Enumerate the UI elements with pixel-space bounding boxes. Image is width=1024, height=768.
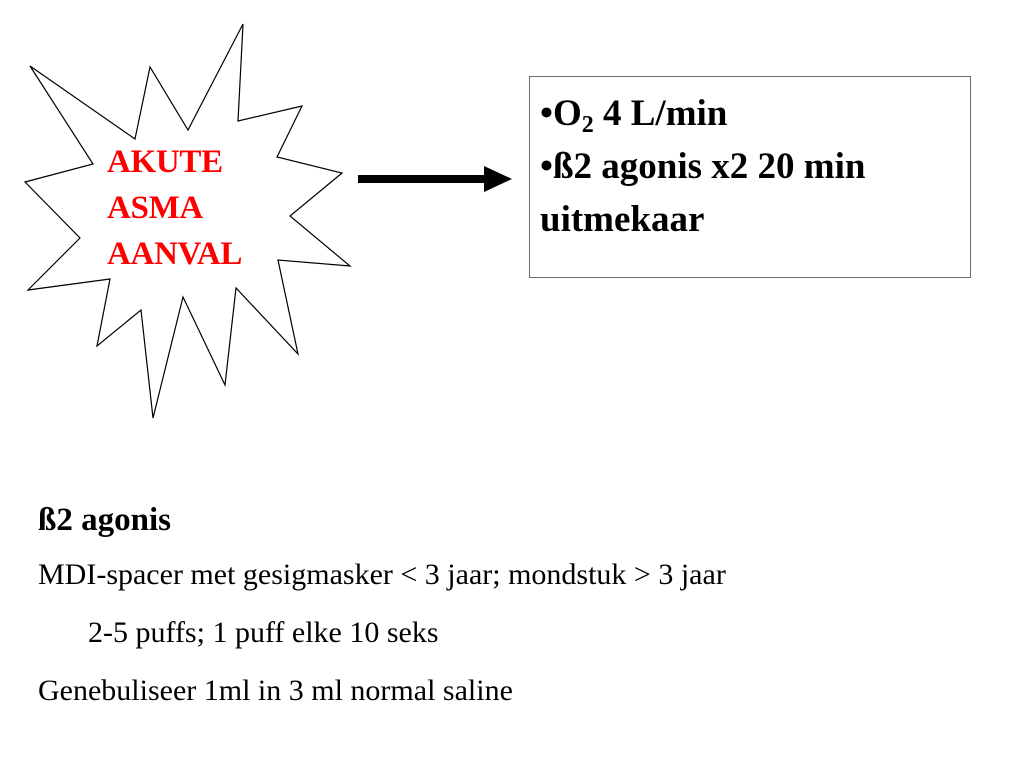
oxygen-symbol: O bbox=[552, 93, 582, 134]
starburst-label bbox=[107, 139, 242, 277]
treatment-item-beta2 bbox=[540, 140, 960, 246]
oxygen-subscript: 2 bbox=[581, 112, 594, 138]
right-arrow-icon bbox=[355, 160, 520, 200]
notes-line-spacer: MDI-spacer met gesigmasker < 3 jaar; mondstuk > 3 jaar bbox=[38, 558, 726, 591]
notes-line-nebulise: Genebuliseer 1ml in 3 ml normal saline bbox=[38, 674, 513, 707]
beta2-dosage: ß2 agonis x2 20 min uitmekaar bbox=[540, 146, 866, 240]
treatment-item-oxygen bbox=[540, 87, 960, 140]
oxygen-rate: 4 L/min bbox=[593, 93, 728, 134]
beta2-notes bbox=[38, 498, 726, 720]
starburst-line-3: AANVAL bbox=[107, 236, 243, 272]
notes-line-puffs: 2-5 puffs; 1 puff elke 10 seks bbox=[88, 616, 439, 649]
notes-heading: ß2 agonis bbox=[38, 502, 171, 538]
starburst-line-2: ASMA bbox=[107, 190, 203, 226]
bullet: • bbox=[540, 93, 553, 134]
bullet: • bbox=[540, 146, 553, 187]
treatment-box bbox=[529, 76, 971, 278]
starburst-line-1: AKUTE bbox=[107, 144, 223, 180]
